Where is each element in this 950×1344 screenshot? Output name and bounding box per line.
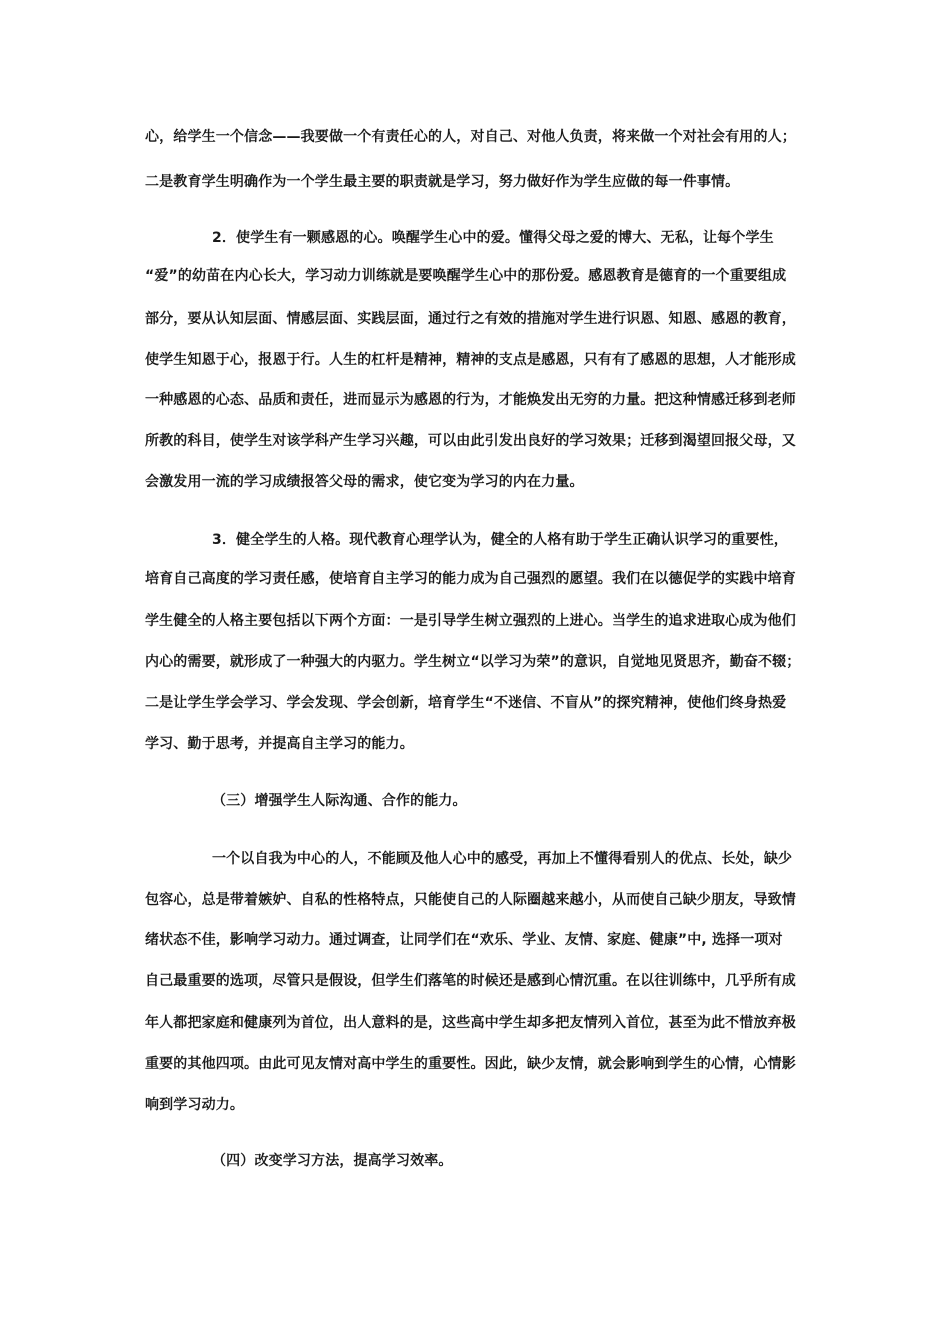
paragraph-5-line-2: 包容心，总是带着嫉妒、自私的性格特点，只能使自己的人际圈越来越小，从而使自己缺少朋友，导致情 [145,892,796,908]
paragraph-5-line-4: 自己最重要的选项，尽管只是假设，但学生们落笔的时候还是感到心情沉重。在以往训练中，几乎所有成 [145,973,796,989]
paragraph-5-line-6: 重要的其他四项。由此可见友情对高中学生的重要性。因此，缺少友情，就会影响到学生的心情，心情影 [145,1056,796,1072]
section-heading-4: （四）改变学习方法，提高学习效率。 [212,1153,453,1169]
paragraph-2-line-3: 部分，要从认知层面、情感层面、实践层面，通过行之有效的措施对学生进行识恩、知恩、感恩的教育， [145,311,796,327]
paragraph-2-line-7: 会激发用一流的学习成绩报答父母的需求，使它变为学习的内在力量。 [145,474,584,490]
paragraph-3-line-2: 培育自己高度的学习责任感，使培育自主学习的能力成为自己强烈的愿望。我们在以德促学的实践中培育 [145,571,796,587]
section-heading-3: （三）增强学生人际沟通、合作的能力。 [212,793,467,809]
paragraph-2-line-6: 所教的科目，使学生对该学科产生学习兴趣，可以由此引发出良好的学习效果；迁移到渴望回报父母，又 [145,433,796,449]
paragraph-5-line-3: 绪状态不佳，影响学习动力。通过调查，让同学们在“欢乐、学业、友情、家庭、健康”中, 选择一项对 [145,932,783,948]
paragraph-5-line-7: 响到学习动力。 [145,1097,245,1113]
paragraph-3-line-4: 内心的需要，就形成了一种强大的内驱力。学生树立“以学习为荣”的意识，自觉地见贤思齐，勤奋不辍； [145,654,801,670]
paragraph-2-line-5: 一种感恩的心态、品质和责任，进而显示为感恩的行为，才能焕发出无穷的力量。把这种情感迁移到老师 [145,392,796,408]
paragraph-3-line-5: 二是让学生学会学习、学会发现、学会创新，培育学生“不迷信、不盲从”的探究精神，使他们终身热爱 [145,695,787,711]
paragraph-3-line-6: 学习、勤于思考，并提高自主学习的能力。 [145,736,414,752]
paragraph-2-line-4: 使学生知恩于心，报恩于行。人生的杠杆是精神，精神的支点是感恩，只有有了感恩的思想，人才能形成 [145,352,796,368]
paragraph-5-line-5: 年人都把家庭和健康列为首位，出人意料的是，这些高中学生却多把友情列入首位，甚至为此不惜放弃极 [145,1015,796,1031]
paragraph-2-line-1: 2．使学生有一颗感恩的心。唤醒学生心中的爱。懂得父母之爱的博大、无私，让每个学生 [212,230,774,246]
paragraph-5-line-1: 一个以自我为中心的人，不能顾及他人心中的感受，再加上不懂得看别人的优点、长处，缺少 [212,851,793,867]
paragraph-3-line-1: 3．健全学生的人格。现代教育心理学认为，健全的人格有助于学生正确认识学习的重要性， [212,532,788,548]
paragraph-3-line-3: 学生健全的人格主要包括以下两个方面：一是引导学生树立强烈的上进心。当学生的追求进取心成为他们 [145,613,796,629]
paragraph-2-line-2: “爱”的幼苗在内心长大，学习动力训练就是要唤醒学生心中的那份爱。感恩教育是德育的一个重要组成 [145,268,787,284]
paragraph-1-line-1: 心，给学生一个信念——我要做一个有责任心的人，对自己、对他人负责，将来做一个对社会有用的人； [145,129,796,145]
paragraph-1-line-2: 二是教育学生明确作为一个学生最主要的职责就是学习，努力做好作为学生应做的每一件事情。 [145,174,740,190]
